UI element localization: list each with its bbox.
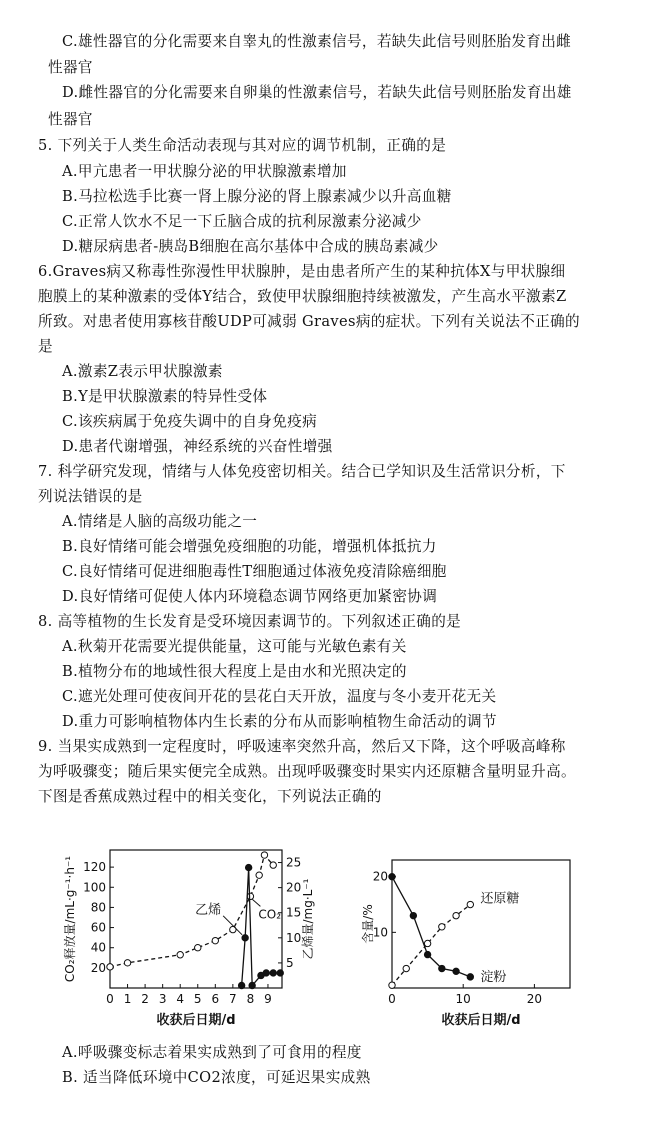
y-tick-label: 100 — [83, 880, 106, 895]
x-tick-label: 6 — [211, 992, 220, 1006]
data-point — [389, 873, 395, 879]
series-label: 淀粉 — [480, 969, 507, 985]
leader-line — [252, 899, 260, 906]
data-point — [424, 940, 430, 946]
text-line: D.雌性器官的分化需要来自卵巢的性激素信号，若缺失此信号则胚胎发育出雄 — [62, 84, 572, 101]
data-point — [242, 935, 248, 941]
text-line: 5. 下列关于人类生命活动表现与其对应的调节机制，正确的是 — [38, 137, 447, 154]
text-line: 为呼吸骤变；随后果实便完全成熟。出现呼吸骤变时果实内还原糖含量明显升高。 — [38, 763, 576, 780]
data-point — [247, 893, 253, 899]
data-point — [453, 912, 459, 918]
text-line: C.良好情绪可促进细胞毒性T细胞通过体液免疫清除癌细胞 — [62, 563, 447, 580]
data-point — [389, 982, 395, 988]
data-point — [467, 901, 473, 907]
text-line: B.植物分布的地域性很大程度上是由水和光照决定的 — [62, 663, 407, 680]
data-point — [245, 864, 251, 870]
y-tick-label: 10 — [372, 925, 388, 940]
y-axis-label: CO₂释放量/mL·g⁻¹·h⁻¹ — [63, 855, 77, 983]
data-point — [270, 970, 276, 976]
data-point — [270, 862, 276, 868]
text-line: C.遮光处理可使夜间开花的昙花白天开放，温度与冬小麦开花无关 — [62, 688, 497, 705]
data-point — [124, 960, 130, 966]
y-tick-label: 20 — [90, 960, 106, 975]
x-axis-label: 收获后日期/d — [156, 1013, 236, 1028]
text-line: D.患者代谢增强，神经系统的兴奋性增强 — [62, 438, 333, 455]
text-line: A.情绪是人脑的高级功能之一 — [62, 513, 258, 530]
y-tick-label: 120 — [83, 860, 106, 875]
y-tick-label: 20 — [372, 869, 388, 884]
text-line: D.重力可影响植物体内生长素的分布从而影响植物生命活动的调节 — [62, 713, 497, 730]
text-line: 性器官 — [48, 111, 93, 128]
x-tick-label: 2 — [141, 992, 149, 1006]
y2-axis-label: 乙烯量/mg·L⁻¹ — [301, 878, 315, 960]
x-tick-label: 8 — [246, 992, 255, 1006]
text-line: C.雄性器官的分化需要来自睾丸的性激素信号，若缺失此信号则胚胎发育出雌 — [62, 33, 572, 50]
text-line: A.甲亢患者一甲状腺分泌的甲状腺激素增加 — [62, 163, 347, 180]
text-line: 性器官 — [48, 59, 93, 76]
data-point — [238, 982, 244, 988]
y2-tick-label: 10 — [286, 930, 302, 945]
data-point — [410, 912, 416, 918]
x-tick-label: 9 — [264, 992, 272, 1006]
data-point — [177, 952, 183, 958]
data-point — [249, 982, 255, 988]
y-axis-label: 含量/% — [361, 904, 375, 944]
y-tick-label: 40 — [90, 940, 106, 955]
x-tick-label: 5 — [193, 992, 202, 1006]
text-line: C.正常人饮水不足一下丘脑合成的抗利尿激素分泌减少 — [62, 213, 422, 230]
text-line: D.糖尿病患者-胰岛B细胞在高尔基体中合成的胰岛素减少 — [62, 238, 439, 255]
text-line: A.呼吸骤变标志着果实成熟到了可食用的程度 — [62, 1044, 362, 1061]
text-line: A.激素Z表示甲状腺激素 — [62, 363, 223, 380]
chart-starch-sugar — [360, 835, 600, 1035]
y2-tick-label: 5 — [286, 955, 294, 970]
text-line: 7. 科学研究发现，情绪与人体免疫密切相关。结合已学知识及生活常识分析，下 — [38, 463, 566, 480]
series-label: 还原糖 — [480, 891, 520, 907]
x-tick-label: 10 — [455, 992, 471, 1006]
text-line: D.良好情绪可促使人体内环境稳态调节网络更加紧密协调 — [62, 588, 438, 605]
text-line: C.该疾病属于免疫失调中的自身免疫病 — [62, 413, 318, 430]
data-point — [439, 965, 445, 971]
text-line: A.秋菊开花需要光提供能量，这可能与光敏色素有关 — [62, 638, 407, 655]
text-line: B.马拉松选手比赛一肾上腺分泌的肾上腺素减少以升高血糖 — [62, 188, 452, 205]
x-tick-label: 1 — [123, 992, 132, 1006]
text-line: 9. 当果实成熟到一定程度时，呼吸速率突然升高，然后又下降，这个呼吸高峰称 — [38, 738, 566, 755]
text-line: B.良好情绪可能会增强免疫细胞的功能，增强机体抵抗力 — [62, 538, 437, 555]
data-point — [439, 924, 445, 930]
x-tick-label: 7 — [229, 992, 237, 1006]
text-line: B. 适当降低环境中CO2浓度，可延迟果实成熟 — [62, 1069, 371, 1086]
series-line — [392, 877, 470, 977]
series-label: 乙烯 — [195, 902, 222, 918]
data-point — [263, 970, 269, 976]
data-point — [261, 852, 267, 858]
banana-ripening-figure — [60, 835, 620, 1035]
x-tick-label: 20 — [526, 992, 543, 1006]
text-line: 所致。对患者使用寡核苷酸UDP可减弱 Graves病的症状。下列有关说法不正确的 — [38, 313, 580, 330]
x-tick-label: 4 — [176, 992, 185, 1006]
x-axis-label: 收获后日期/d — [441, 1013, 521, 1028]
plot-frame — [392, 860, 570, 988]
data-point — [424, 951, 430, 957]
text-line: 列说法错误的是 — [38, 488, 143, 505]
data-point — [212, 937, 218, 943]
text-line: 胞膜上的某种激素的受体Y结合，致使甲状腺细胞持续被激发，产生高水平激素Z — [38, 288, 567, 305]
x-tick-label: 3 — [158, 992, 167, 1006]
text-line: 8. 高等植物的生长发育是受环境因素调节的。下列叙述正确的是 — [38, 613, 462, 630]
data-point — [195, 945, 201, 951]
plot-frame — [110, 850, 282, 988]
y2-tick-label: 15 — [286, 905, 302, 920]
data-point — [277, 970, 283, 976]
data-point — [256, 872, 262, 878]
data-point — [107, 964, 113, 970]
y2-tick-label: 25 — [286, 855, 302, 870]
x-tick-label: 0 — [388, 992, 396, 1006]
series-label: CO₂ — [258, 907, 282, 922]
series-line — [242, 868, 281, 986]
text-line: 下图是香蕉成熟过程中的相关变化，下列说法正确的 — [38, 788, 382, 805]
data-point — [403, 965, 409, 971]
y2-tick-label: 20 — [286, 880, 302, 895]
text-line: B.Y是甲状腺激素的特异性受体 — [62, 388, 268, 405]
y-tick-label: 80 — [90, 900, 106, 915]
chart-co2-ethylene — [60, 835, 320, 1035]
text-line: 是 — [38, 338, 53, 355]
y-tick-label: 60 — [90, 920, 106, 935]
x-tick-label: 0 — [106, 992, 114, 1006]
data-point — [467, 974, 473, 980]
text-line: 6.Graves病又称毒性弥漫性甲状腺肿，是由患者所产生的某种抗体X与甲状腺细 — [38, 263, 566, 280]
data-point — [453, 968, 459, 974]
